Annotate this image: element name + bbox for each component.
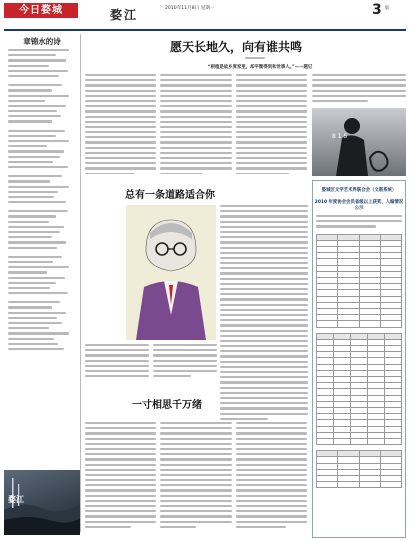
sidebar-photo [4, 470, 80, 535]
byline-top [245, 57, 265, 62]
notice-box [312, 180, 406, 538]
page-number: 3 [372, 2, 382, 18]
notice-title-line2: 2010 年度协会会员省级以上获奖、入编情况公示 [314, 200, 404, 211]
notice-table-2 [313, 329, 405, 447]
issue-date: 2010年11月8日 星期一 [165, 6, 215, 11]
page-label: 版 [385, 5, 389, 10]
sidebar-poems [4, 34, 81, 532]
header-rule [4, 29, 406, 31]
article-body-top [85, 74, 307, 174]
svg-text:8 1 5: 8 1 5 [332, 133, 348, 140]
article-title-top: 愿天长地久，向有谁共鸣 [170, 40, 303, 54]
article-quote-top: “根植是故乡度家里，却平衡得到和世事人。”——题记 [207, 65, 313, 70]
article-title-bottom: 一寸相思千万绪 [132, 400, 202, 411]
sidebar-title: 章锦水的诗 [23, 37, 61, 46]
notice-table-1 [313, 233, 405, 329]
article-photo-silhouette [312, 108, 406, 176]
article-illustration-portrait [126, 205, 216, 340]
photo-caption: 婺江 [8, 494, 24, 504]
sidebar-poem-text [4, 49, 80, 350]
article-body-middle [220, 205, 308, 430]
article-body-top-right [312, 74, 406, 104]
article-title-middle: 总有一条道路适合你 [125, 190, 215, 201]
article-body-bottom [85, 422, 307, 534]
notice-table-3 [313, 446, 405, 489]
notice-intro [313, 211, 405, 233]
article-body-middle-left [85, 344, 217, 384]
masthead-logo: 今日婺城 [4, 3, 78, 18]
notice-title-line1: 婺城区文学艺术界联合会（文联系统） [321, 188, 397, 193]
section-name: 婺江 [110, 8, 139, 22]
